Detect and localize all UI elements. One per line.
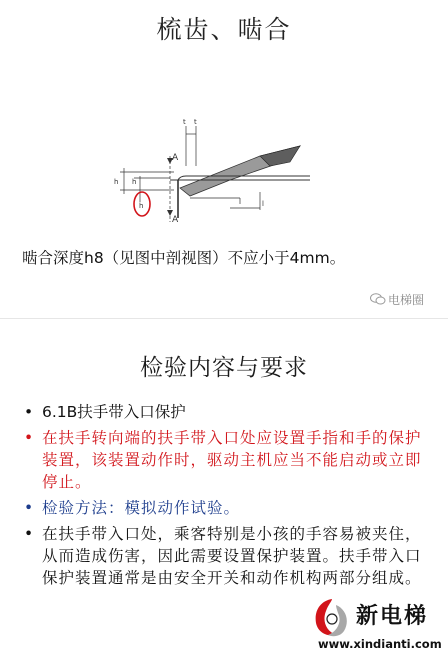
meshing-depth-caption: 啮合深度h8（见图中剖视图）不应小于4mm。 bbox=[22, 249, 346, 267]
label-h1: h bbox=[114, 178, 119, 186]
logo-name: 新电梯 bbox=[356, 604, 429, 629]
bullet-marker: • bbox=[24, 429, 35, 447]
label-l: l bbox=[262, 200, 264, 208]
slide-title: 梳齿、啮合 bbox=[156, 15, 292, 44]
slide-title: 检验内容与要求 bbox=[140, 355, 308, 381]
bullet-list bbox=[16, 401, 436, 593]
bullet-marker: • bbox=[24, 525, 35, 543]
label-t2: t bbox=[183, 118, 186, 126]
bullet-text: 6.1B扶手带入口保护 bbox=[42, 403, 186, 421]
bullet-text: 在扶手带入口处，乘客特别是小孩的手容易被夹住，从而造成伤害，因此需要设置保护装置。扶手带入口保护装置通常是由安全开关和动作机构两部分组成。 bbox=[42, 525, 422, 587]
wechat-icon bbox=[370, 293, 386, 308]
bullet-text: 检验方法：模拟动作试验。 bbox=[42, 499, 241, 517]
watermark-text: 电梯圈 bbox=[388, 293, 425, 307]
bullet-item bbox=[16, 497, 436, 519]
label-section-a-top: A bbox=[172, 153, 179, 163]
slide-comb-meshing bbox=[0, 0, 448, 318]
bullet-marker: • bbox=[24, 403, 34, 421]
logo-mark-icon bbox=[312, 595, 352, 639]
watermark bbox=[370, 291, 424, 308]
label-section-a-bottom: A bbox=[172, 215, 179, 225]
logo-url: www.xindianti.com bbox=[318, 637, 442, 651]
bullet-item bbox=[16, 427, 436, 493]
label-t1: t bbox=[194, 118, 197, 126]
bullet-item bbox=[16, 523, 436, 589]
label-h2: h bbox=[132, 178, 137, 186]
bullet-text: 在扶手转向端的扶手带入口处应设置手指和手的保护装置，该装置动作时，驱动主机应当不能启动或立即停止。 bbox=[42, 429, 422, 491]
xindianti-logo bbox=[308, 589, 448, 660]
bullet-item bbox=[16, 401, 436, 423]
slide-inspection-requirements bbox=[0, 318, 448, 660]
comb-plate-section-diagram bbox=[110, 118, 320, 228]
bullet-marker: • bbox=[24, 499, 35, 517]
label-h8: h bbox=[139, 202, 144, 210]
